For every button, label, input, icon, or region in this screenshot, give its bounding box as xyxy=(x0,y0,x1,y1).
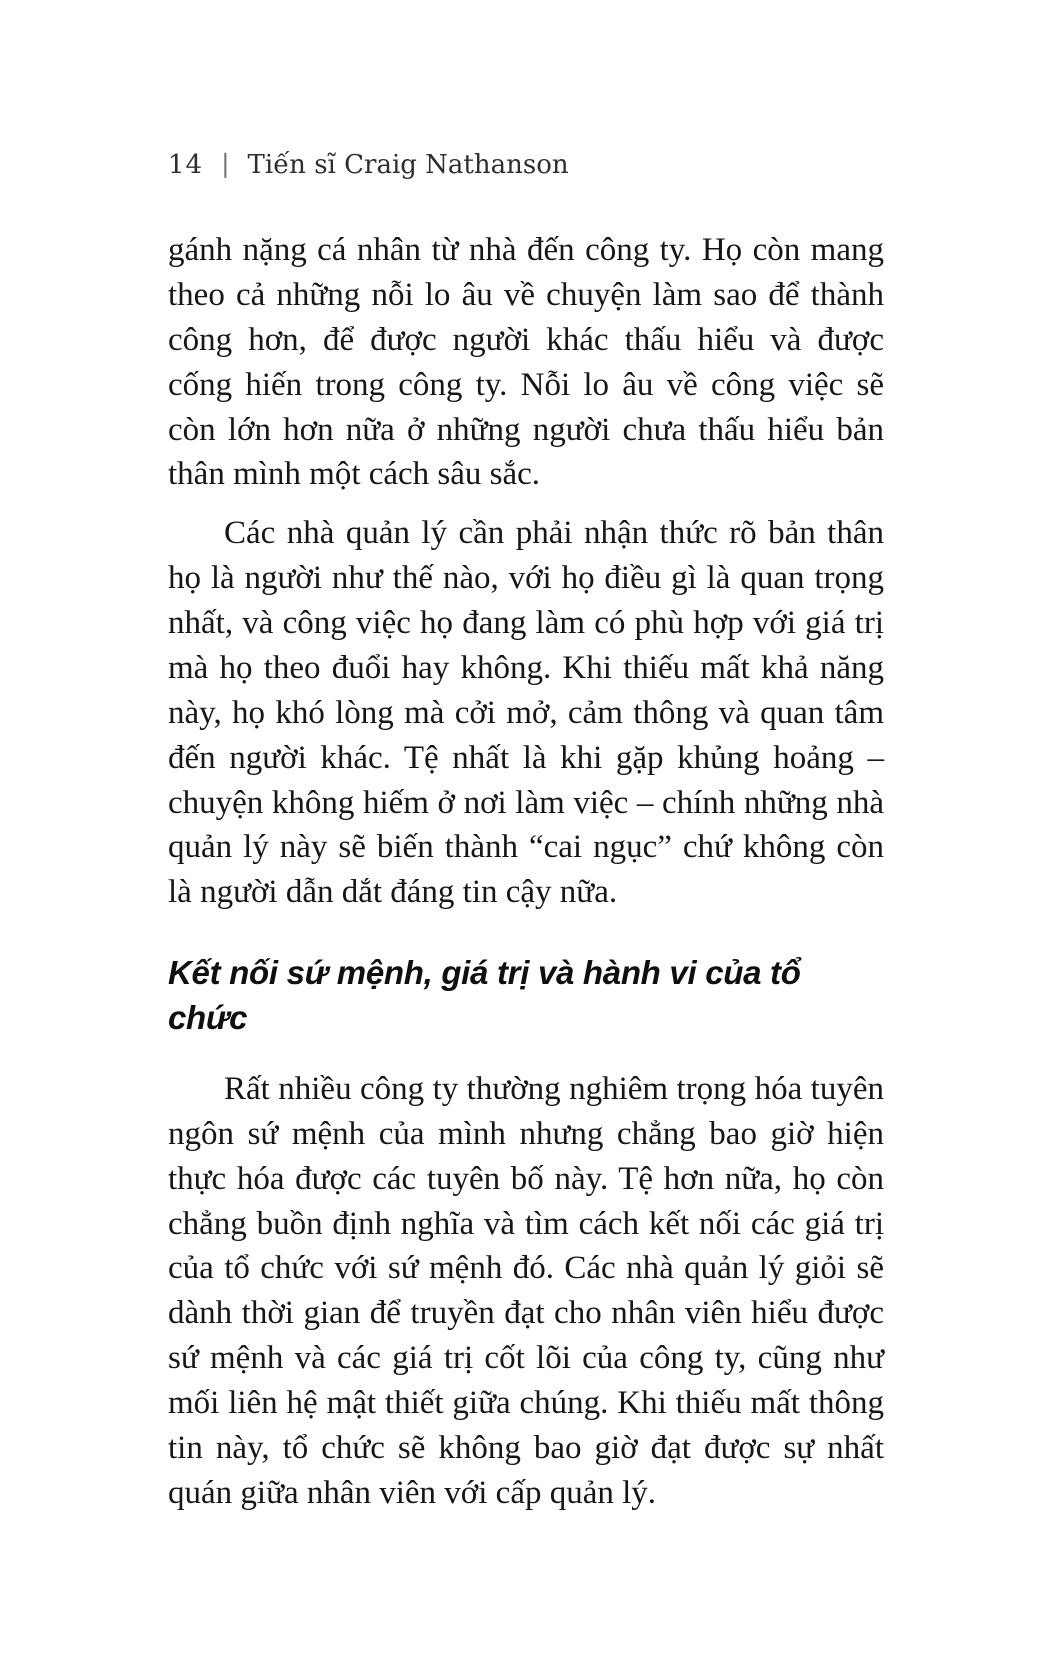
header-separator: | xyxy=(221,149,230,178)
body-text xyxy=(168,228,884,1516)
paragraph-continuation: gánh nặng cá nhân từ nhà đến công ty. Họ còn mang theo cả những nỗi lo âu về chuyện làm sao để thành công hơn, để được người khác thấu hiểu và được cống hiến trong công ty. Nỗi lo âu về công việc sẽ còn lớn hơn nữa ở những người chưa thấu hiểu bản thân mình một cách sâu sắc. xyxy=(168,232,884,493)
section-heading: Kết nối sứ mệnh, giá trị và hành vi của tổ chức xyxy=(168,954,801,1036)
page-number: 14 xyxy=(168,150,204,180)
running-header xyxy=(168,150,884,180)
paragraph: Các nhà quản lý cần phải nhận thức rõ bản thân họ là người như thế nào, với họ điều gì là quan trọng nhất, và công việc họ đang làm có phù hợp với giá trị mà họ theo đuổi hay không. Khi thiếu mất khả năng này, họ khó lòng mà cởi mở, cảm thông và quan tâm đến người khác. Tệ nhất là khi gặp khủng hoảng – chuyện không hiếm ở nơi làm việc – chính những nhà quản lý này sẽ biến thành “cai ngục” chứ không còn là người dẫn dắt đáng tin cậy nữa. xyxy=(168,515,884,911)
paragraph: Rất nhiều công ty thường nghiêm trọng hóa tuyên ngôn sứ mệnh của mình nhưng chẳng bao giờ hiện thực hóa được các tuyên bố này. Tệ hơn nữa, họ còn chẳng buồn định nghĩa và tìm cách kết nối các giá trị của tổ chức với sứ mệnh đó. Các nhà quản lý giỏi sẽ dành thời gian để truyền đạt cho nhân viên hiểu được sứ mệnh và các giá trị cốt lõi của công ty, cũng như mối liên hệ mật thiết giữa chúng. Khi thiếu mất thông tin này, tổ chức sẽ không bao giờ đạt được sự nhất quán giữa nhân viên với cấp quản lý. xyxy=(168,1070,884,1511)
running-title: Tiến sĩ Craig Nathanson xyxy=(247,150,569,180)
